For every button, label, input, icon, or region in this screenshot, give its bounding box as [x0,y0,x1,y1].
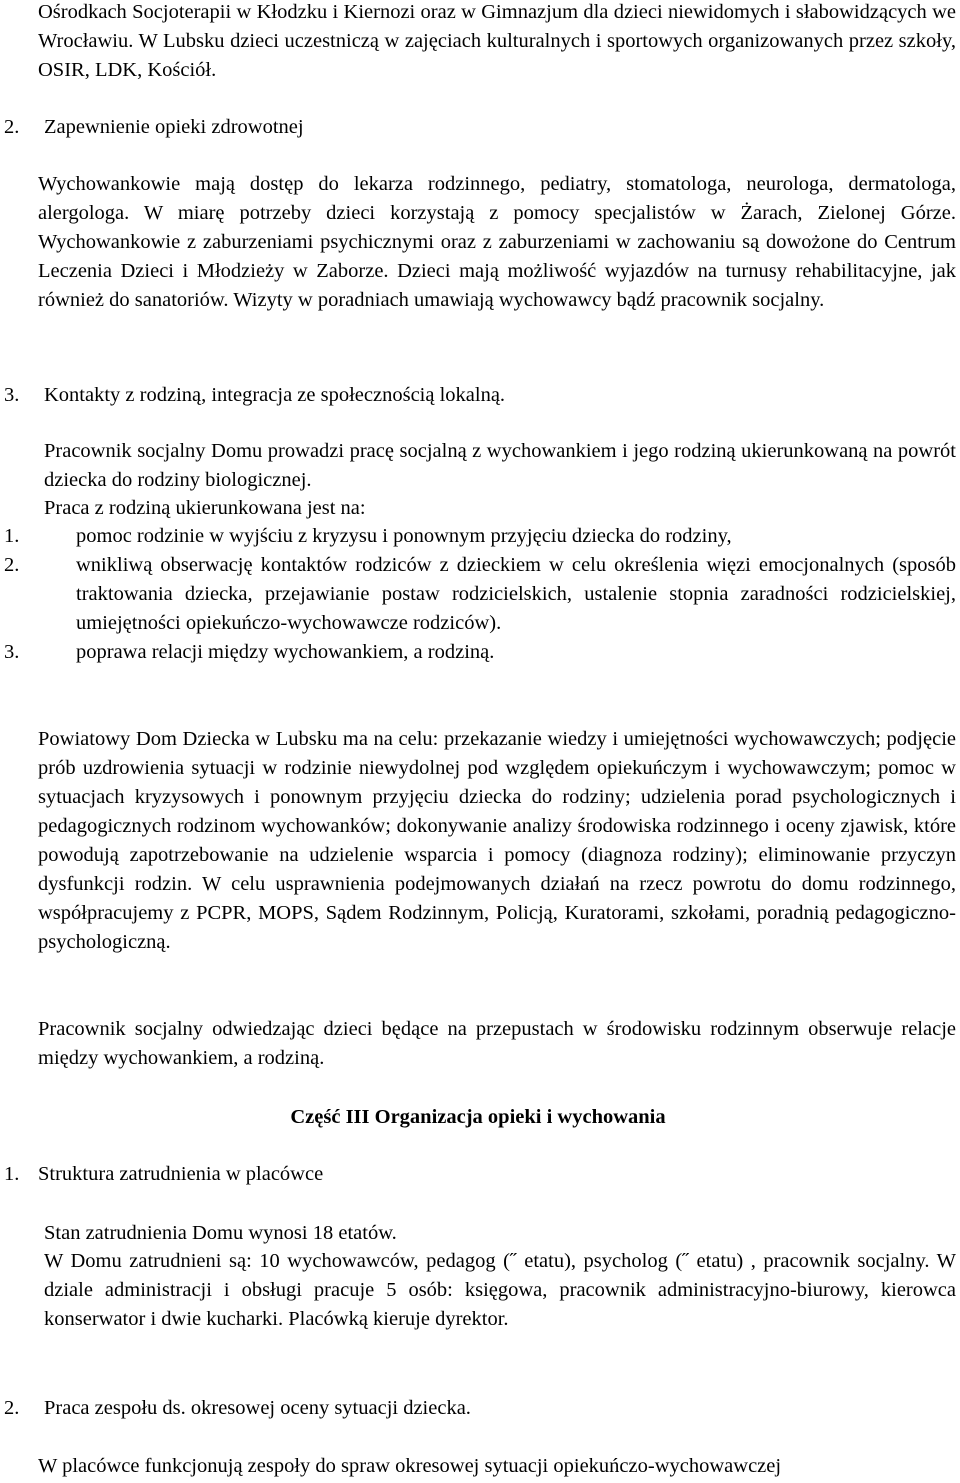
structure-heading [4,1160,904,1189]
structure-title: Struktura zatrudnienia w placówce [38,1163,324,1185]
health-care-paragraph: Wychowankowie mają dostęp do lekarza rodzinnego, pediatry, stomatologa, neurologa, dermatologa, alergologa. W miarę potrzeby dzieci korzystają z pomocy specjalistów w Żarach, Zielonej Górze. Wychowankowie z zaburzeniami psychicznymi oraz z zaburzeniami w zachowaniu są dowożone do Centrum Leczenia Dzieci i Młodzieży w Zaborze. Dzieci mają możliwość wyjazdów na turnusy rehabilitacyjne, jak również do sanatoriów. Wizyty w poradniach umawiają wychowawcy bądź pracownik socjalny. [38,173,956,311]
structure-number: 1. [4,1163,20,1185]
list-item [4,522,956,551]
family-work-list [4,522,956,667]
part-3-heading: Część III Organizacja opieki i wychowania [290,1106,666,1128]
list-item-text: pomoc rodzinie w wyjściu z kryzysu i ponownym przyjęciu dziecka do rodziny, [76,525,732,547]
family-work-paragraph: Pracownik socjalny Domu prowadzi pracę socjalną z wychowankiem i jego rodziną ukierunkowaną na powrót dziecka do rodziny biologicznej. [44,440,956,491]
team-heading [4,1394,904,1423]
list-item-text: poprawa relacji między wychowankiem, a rodziną. [76,641,495,663]
powiatowy-paragraph: Powiatowy Dom Dziecka w Lubsku ma na celu: przekazanie wiedzy i umiejętności wychowawczych; podjęcie prób uzdrowienia sytuacji w rodzinie niewydolnej pod względem opiekuńczym i wychowawczym; pomoc w sytuacjach kryzysowych i ponownym przyjęciu dziecka do rodziny; udzielenia porad psychologicznych i pedagogicznych rodzinom wychowanków; dokonywanie analizy środowiska rodzinnego i oceny zjawisk, które powodują zapotrzebowanie na udzielenie wsparcia i pomocy (diagnoza rodziny); eliminowanie przyczyn dysfunkcji rodzin. W celu usprawnienia podejmowanych działań na rzecz powrotu do domu rodzinnego, współpracujemy z PCPR, MOPS, Sądem Rodzinnym, Policją, Kuratorami, szkołami, poradnią pedagogiczno-psychologiczną. [38,728,956,953]
section-3-heading [4,381,904,410]
list-item-number: 3. [4,641,20,663]
employment-line: Stan zatrudnienia Domu wynosi 18 etatów. [44,1222,397,1244]
section-2-number: 2. [4,116,20,138]
list-item-number: 2. [4,554,20,576]
team-number: 2. [4,1397,20,1419]
section-2-title: Zapewnienie opieki zdrowotnej [44,116,304,138]
list-item [4,638,956,667]
social-worker-paragraph: Pracownik socjalny odwiedzając dzieci będące na przepustach w środowisku rodzinnym obserwuje relacje między wychowankiem, a rodziną. [38,1018,956,1069]
section-2-heading [4,113,904,142]
team-paragraph: W placówce funkcjonują zespoły do spraw okresowej sytuacji opiekuńczo-wychowawczej [38,1455,782,1477]
employment-paragraph: W Domu zatrudnieni są: 10 wychowawców, pedagog (˝ etatu), psycholog (˝ etatu) , pracownik socjalny. W dziale administracji i obsługi pracuje 5 osób: księgowa, pracownik administracyjno-biurowy, kierowca konserwator i dwie kucharki. Placówką kieruje dyrektor. [44,1250,956,1330]
list-item [4,551,956,638]
family-work-list-intro: Praca z rodziną ukierunkowana jest na: [44,497,366,519]
list-item-number: 1. [4,525,20,547]
team-title: Praca zespołu ds. okresowej oceny sytuacji dziecka. [44,1397,471,1419]
section-3-number: 3. [4,384,20,406]
section-3-title: Kontakty z rodziną, integracja ze społecznością lokalną. [44,384,506,406]
intro-paragraph: Ośrodkach Socjoterapii w Kłodzku i Kiernozi oraz w Gimnazjum dla dzieci niewidomych i słabowidzących we Wrocławiu. W Lubsku dzieci uczestniczą w zajęciach kulturalnych i sportowych organizowanych przez szkoły, OSIR, LDK, Kościół. [38,1,956,81]
list-item-text: wnikliwą obserwację kontaktów rodziców z dzieckiem w celu określenia więzi emocjonalnych (sposób traktowania dziecka, przejawianie postaw rodzicielskich, ustalenie stopnia zaradności rodzicielskiej, umiejętności opiekuńczo-wychowawcze rodziców). [76,554,956,634]
